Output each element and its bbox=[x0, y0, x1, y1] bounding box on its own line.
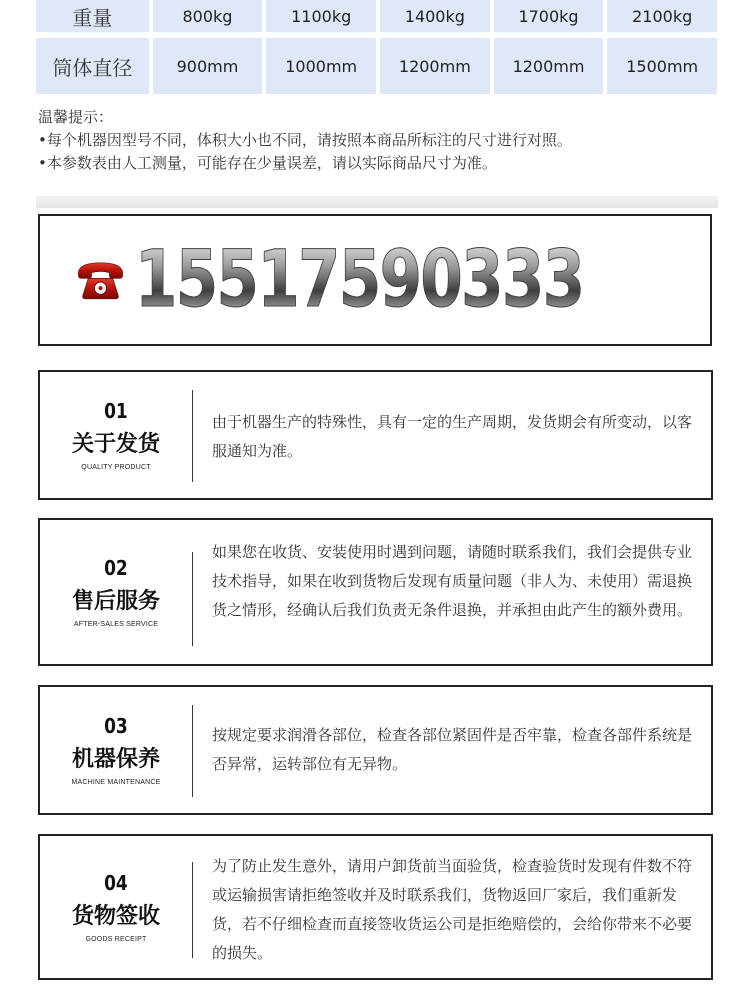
spec-value: 1200mm bbox=[380, 38, 490, 94]
card-separator bbox=[192, 390, 193, 482]
phone-number: 15517590333 bbox=[135, 235, 584, 325]
card-separator bbox=[192, 862, 193, 958]
card-body: 按规定要求润滑各部位，检查各部位紧固件是否牢靠，检查各部件系统是否异常，运转部位有无异物。 bbox=[212, 726, 693, 773]
card-title: 售后服务 bbox=[71, 589, 160, 614]
spec-label: 筒体直径 bbox=[36, 38, 149, 94]
card-separator bbox=[192, 705, 193, 797]
info-card-maintenance bbox=[38, 685, 713, 815]
spec-label: 重量 bbox=[36, 0, 149, 32]
spec-value: 1400kg bbox=[380, 0, 490, 32]
card-header bbox=[40, 836, 192, 978]
card-subtitle: MACHINE MAINTENANCE bbox=[71, 779, 161, 786]
card-header bbox=[40, 687, 192, 813]
card-title: 货物签收 bbox=[71, 904, 160, 929]
card-header bbox=[40, 520, 192, 664]
card-number: 02 bbox=[104, 556, 128, 580]
card-body: 如果您在收货、安装使用时遇到问题，请随时联系我们，我们会提供专业技术指导，如果在收到货物后发现有质量问题（非人为、未使用）需退换货之情形，经确认后我们负责无条件退换，并承担由此产生的额外费用。 bbox=[212, 543, 693, 619]
spec-value: 900mm bbox=[153, 38, 263, 94]
telephone-icon bbox=[76, 230, 125, 330]
card-body: 为了防止发生意外，请用户卸货前当面验货，检查验货时发现有件数不符或运输损害请拒绝签收并及时联系我们，货物返回厂家后，我们重新发货，若不仔细检查而直接签收货运公司是拒绝赔偿的，会给你带来不必要的损失。 bbox=[212, 857, 693, 962]
spec-value: 800kg bbox=[153, 0, 263, 32]
tips-heading: 温馨提示： bbox=[38, 108, 114, 126]
info-card-after-sales bbox=[38, 518, 713, 666]
spec-row-diameter bbox=[36, 38, 717, 94]
card-title: 关于发货 bbox=[71, 432, 160, 457]
tip-item: •每个机器因型号不同，体积大小也不同，请按照本商品所标注的尺寸进行对照。 bbox=[38, 131, 572, 149]
card-subtitle: QUALITY PRODUCT bbox=[81, 464, 151, 471]
spec-value: 1000mm bbox=[266, 38, 376, 94]
spec-value: 1200mm bbox=[494, 38, 604, 94]
info-card-shipping bbox=[38, 370, 713, 500]
card-number: 03 bbox=[104, 714, 128, 738]
spec-table bbox=[36, 0, 717, 100]
spec-value: 1700kg bbox=[494, 0, 604, 32]
card-header bbox=[40, 372, 192, 498]
card-subtitle: AFTER-SALES SERVICE bbox=[73, 621, 159, 628]
card-separator bbox=[192, 552, 193, 646]
card-title: 机器保养 bbox=[71, 747, 160, 772]
card-subtitle: GOODS RECEIPT bbox=[85, 936, 147, 943]
tip-item: •本参数表由人工测量，可能存在少量误差，请以实际商品尺寸为准。 bbox=[38, 154, 497, 172]
card-body: 由于机器生产的特殊性，具有一定的生产周期，发货期会有所变动，以客服通知为准。 bbox=[212, 413, 693, 460]
spec-value: 2100kg bbox=[607, 0, 717, 32]
divider bbox=[36, 196, 718, 208]
info-card-receipt bbox=[38, 834, 713, 980]
spec-row-weight bbox=[36, 0, 717, 32]
spec-value: 1500mm bbox=[607, 38, 717, 94]
phone-banner bbox=[38, 214, 712, 346]
spec-value: 1100kg bbox=[266, 0, 376, 32]
tips-section bbox=[38, 106, 738, 175]
card-number: 01 bbox=[104, 399, 128, 423]
card-number: 04 bbox=[104, 871, 128, 895]
